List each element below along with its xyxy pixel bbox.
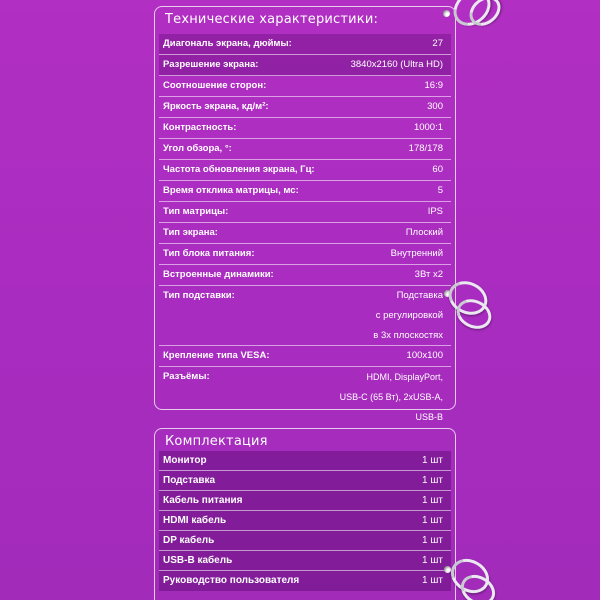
spec-key: Разрешение экрана: <box>163 59 259 70</box>
spec-key: Контрастность: <box>163 122 237 133</box>
kit-qty: 1 шт <box>422 495 443 506</box>
table-row <box>159 97 451 118</box>
specs-table <box>159 34 451 427</box>
table-row <box>159 139 451 160</box>
spec-key: Тип подставки: <box>163 290 235 301</box>
spec-value: 3Вт x2 <box>414 269 443 280</box>
table-row <box>159 367 451 427</box>
table-row <box>159 471 451 491</box>
table-row <box>159 244 451 265</box>
spec-key: Яркость экрана, кд/м²: <box>163 101 269 112</box>
spec-value-line: с регулировкой <box>375 310 443 321</box>
spec-key: Время отклика матрицы, мс: <box>163 185 299 196</box>
table-row <box>159 265 451 286</box>
spec-key: Тип блока питания: <box>163 248 255 259</box>
table-row <box>159 202 451 223</box>
kit-item: Руководство пользователя <box>163 575 300 586</box>
kit-panel <box>154 428 456 600</box>
table-row <box>159 181 451 202</box>
table-row <box>159 55 451 76</box>
kit-item: USB-B кабель <box>163 555 233 566</box>
table-row <box>159 511 451 531</box>
specs-panel <box>154 6 456 422</box>
spec-key: Разъёмы: <box>163 371 210 382</box>
table-row <box>159 118 451 139</box>
kit-qty: 1 шт <box>422 475 443 486</box>
specs-title: Технические характеристики: <box>165 12 379 27</box>
kit-qty: 1 шт <box>422 455 443 466</box>
spec-value: 1000:1 <box>413 122 443 133</box>
table-row <box>159 160 451 181</box>
table-row <box>159 76 451 97</box>
kit-item: Подставка <box>163 475 216 486</box>
spec-key: Угол обзора, °: <box>163 143 232 154</box>
table-row <box>159 531 451 551</box>
table-row <box>159 491 451 511</box>
kit-qty: 1 шт <box>422 575 443 586</box>
spec-value: 178/178 <box>408 143 443 154</box>
kit-qty: 1 шт <box>422 535 443 546</box>
spec-value-multiline <box>318 286 451 345</box>
spec-value-line: в 3х плоскостях <box>373 330 443 341</box>
spec-key: Тип матрицы: <box>163 206 229 217</box>
spec-value: 60 <box>432 164 443 175</box>
spec-key: Тип экрана: <box>163 227 218 238</box>
spec-value-multiline <box>318 367 451 427</box>
table-row <box>159 286 451 346</box>
spec-value: 27 <box>432 38 443 49</box>
spec-key: Частота обновления экрана, Гц: <box>163 164 315 175</box>
spec-value: Внутренний <box>390 248 443 259</box>
table-row <box>159 346 451 367</box>
table-row <box>159 571 451 591</box>
binding-hole <box>443 10 450 17</box>
kit-qty: 1 шт <box>422 555 443 566</box>
spec-value: 100x100 <box>406 350 443 361</box>
spec-value: Плоский <box>405 227 443 238</box>
kit-title: Комплектация <box>165 434 268 449</box>
spec-value: 5 <box>437 185 443 196</box>
spec-value: 16:9 <box>424 80 443 91</box>
spec-value: IPS <box>427 206 443 217</box>
kit-item: DP кабель <box>163 535 215 546</box>
kit-item: HDMI кабель <box>163 515 227 526</box>
kit-table <box>159 451 451 591</box>
spec-key: Диагональ экрана, дюймы: <box>163 38 292 49</box>
table-row <box>159 551 451 571</box>
spec-value: 3840x2160 (Ultra HD) <box>350 59 443 70</box>
spec-key: Крепление типа VESA: <box>163 350 270 361</box>
kit-qty: 1 шт <box>422 515 443 526</box>
spec-value: 300 <box>427 101 443 112</box>
spec-key: Соотношение сторон: <box>163 80 267 91</box>
spec-value-line: HDMI, DisplayPort, <box>366 372 443 382</box>
table-row <box>159 34 451 55</box>
spec-value-line: Подставка <box>396 290 443 301</box>
spec-value-line: USB-C (65 Вт), 2xUSB-A, <box>339 392 443 402</box>
table-row <box>159 451 451 471</box>
spec-key: Встроенные динамики: <box>163 269 274 280</box>
kit-item: Кабель питания <box>163 495 243 506</box>
kit-item: Монитор <box>163 455 207 466</box>
spec-value-line: USB-B <box>415 412 443 422</box>
table-row <box>159 223 451 244</box>
